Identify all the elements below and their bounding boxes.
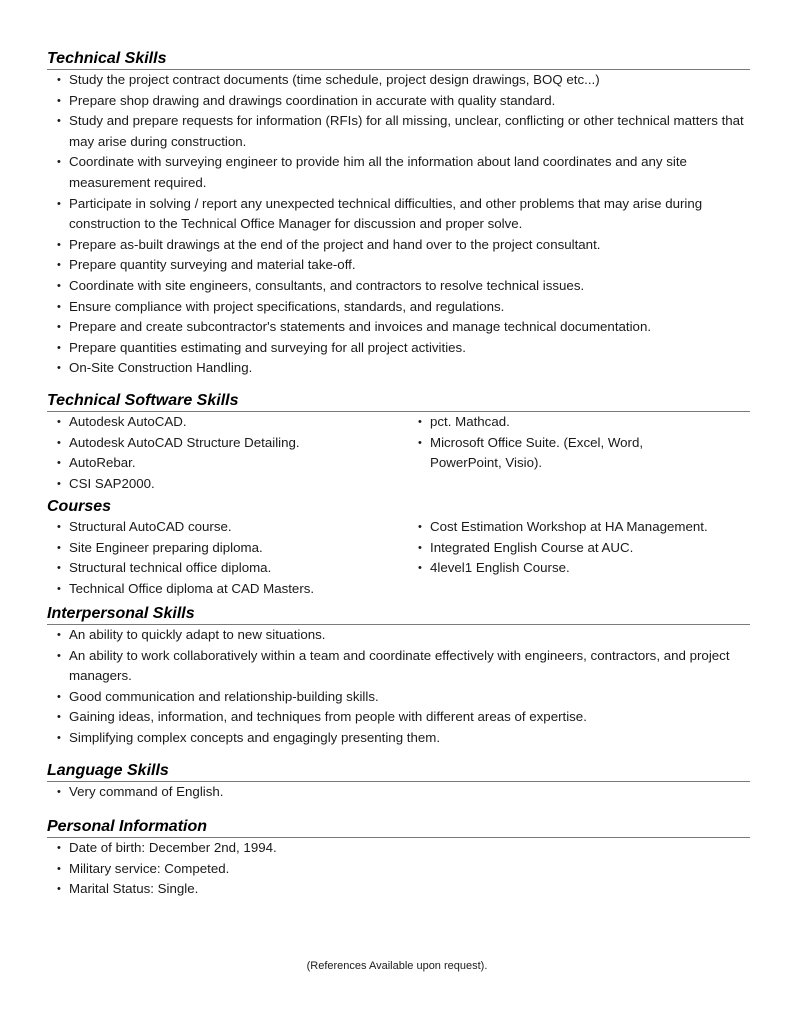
list-item: • Good communication and relationship-building skills. (69, 687, 750, 708)
software-skills-right-column (408, 412, 750, 494)
bullet-icon: • (57, 457, 61, 470)
software-skills-heading: Technical Software Skills (47, 391, 750, 412)
bullet-icon: • (57, 300, 61, 313)
bullet-icon: • (57, 238, 61, 251)
list-item: • Prepare shop drawing and drawings coordination in accurate with quality standard. (69, 91, 750, 112)
courses-section (47, 497, 750, 599)
bullet-icon: • (57, 649, 61, 662)
personal-information-section (47, 817, 750, 900)
list-item: • Date of birth: December 2nd, 1994. (69, 838, 750, 859)
list-item: • Technical Office diploma at CAD Masters. (69, 579, 408, 600)
bullet-icon: • (57, 341, 61, 354)
list-item: • Site Engineer preparing diploma. (69, 538, 408, 559)
list-item: • Coordinate with surveying engineer to provide him all the information about land coordinates and any site measurement required. (57, 154, 687, 190)
list-item: • Military service: Competed. (69, 859, 750, 880)
list-item: • CSI SAP2000. (69, 474, 408, 495)
list-item: • Prepare quantity surveying and material take-off. (69, 255, 750, 276)
software-skills-section (47, 391, 750, 494)
language-skills-section (47, 761, 750, 803)
bullet-icon: • (57, 582, 61, 595)
language-skills-list (47, 782, 750, 803)
list-item: • An ability to work collaboratively within a team and coordinate effectively with engineers, contractors, and project managers. (57, 647, 730, 684)
bullet-icon: • (57, 786, 61, 798)
list-item: • AutoRebar. (69, 453, 408, 474)
list-item: • Integrated English Course at AUC. (430, 538, 750, 559)
bullet-icon: • (57, 862, 61, 875)
bullet-icon: • (57, 94, 61, 107)
list-item: • Microsoft Office Suite. (Excel, Word, PowerPoint, Visio). (418, 434, 644, 471)
personal-information-list (47, 838, 750, 900)
software-skills-columns (47, 412, 750, 494)
courses-heading: Courses (47, 498, 112, 515)
courses-left-column (47, 517, 408, 599)
bullet-icon: • (57, 711, 61, 724)
list-item: • Marital Status: Single. (69, 879, 750, 900)
personal-information-heading: Personal Information (47, 817, 750, 838)
bullet-icon: • (57, 279, 61, 292)
list-item: • An ability to quickly adapt to new situations. (69, 625, 750, 646)
bullet-icon: • (418, 541, 422, 554)
bullet-icon: • (57, 156, 61, 169)
bullet-icon: • (57, 477, 61, 490)
bullet-icon: • (57, 731, 61, 744)
bullet-icon: • (57, 115, 61, 128)
bullet-icon: • (57, 416, 61, 428)
list-item: • Very command of English. (69, 782, 750, 803)
bullet-icon: • (57, 321, 61, 334)
bullet-icon: • (57, 842, 61, 854)
list-item: • Simplifying complex concepts and engagingly presenting them. (69, 728, 750, 749)
list-item: • Ensure compliance with project specifications, standards, and regulations. (69, 297, 750, 318)
interpersonal-skills-list (47, 625, 750, 749)
courses-right-column (408, 517, 750, 599)
bullet-icon: • (57, 883, 61, 896)
list-item: • Prepare as-built drawings at the end of the project and hand over to the project consultant. (69, 235, 750, 256)
list-item: • Participate in solving / report any unexpected technical difficulties, and other problems that may arise during construction to the Technical Office Manager for discussion and proper solve. (57, 195, 703, 232)
technical-skills-section (47, 49, 750, 379)
technical-skills-list (47, 70, 750, 379)
list-item: • 4level1 English Course. (430, 558, 750, 579)
list-item: • Study the project contract documents (time schedule, project design drawings, BOQ etc...) (69, 70, 750, 91)
bullet-icon: • (418, 436, 422, 449)
bullet-icon: • (57, 562, 61, 575)
list-item: • Autodesk AutoCAD. (69, 412, 408, 433)
list-item: • Structural AutoCAD course. (69, 517, 408, 538)
technical-skills-heading: Technical Skills (47, 49, 750, 70)
list-item: • Structural technical office diploma. (69, 558, 408, 579)
bullet-icon: • (57, 362, 61, 375)
bullet-icon: • (57, 541, 61, 554)
bullet-icon: • (418, 521, 422, 533)
list-item: • Study and prepare requests for information (RFIs) for all missing, unclear, conflicting or other technical matters that may arise during construction. (57, 113, 744, 149)
list-item: • On-Site Construction Handling. (69, 358, 750, 379)
bullet-icon: • (57, 259, 61, 272)
list-item: • Coordinate with site engineers, consultants, and contractors to resolve technical issues. (69, 276, 750, 297)
list-item: • Autodesk AutoCAD Structure Detailing. (69, 433, 408, 454)
list-item: • Gaining ideas, information, and techniques from people with different areas of expertise. (69, 707, 750, 728)
bullet-icon: • (57, 197, 61, 210)
bullet-icon: • (57, 690, 61, 703)
courses-columns (47, 517, 750, 599)
bullet-icon: • (57, 521, 61, 533)
bullet-icon: • (57, 74, 61, 86)
list-item: • Prepare and create subcontractor's statements and invoices and manage technical documentation. (69, 317, 750, 338)
list-item: • Prepare quantities estimating and surveying for all project activities. (69, 338, 750, 359)
language-skills-heading: Language Skills (47, 761, 750, 782)
bullet-icon: • (57, 629, 61, 641)
bullet-icon: • (57, 436, 61, 449)
interpersonal-skills-heading: Interpersonal Skills (47, 604, 750, 625)
bullet-icon: • (418, 562, 422, 575)
software-skills-left-column (47, 412, 408, 494)
list-item: • Cost Estimation Workshop at HA Management. (430, 517, 750, 538)
references-footer: (References Available upon request). (306, 960, 488, 972)
list-item: • pct. Mathcad. (430, 412, 750, 433)
interpersonal-skills-section (47, 604, 750, 749)
bullet-icon: • (418, 416, 422, 428)
